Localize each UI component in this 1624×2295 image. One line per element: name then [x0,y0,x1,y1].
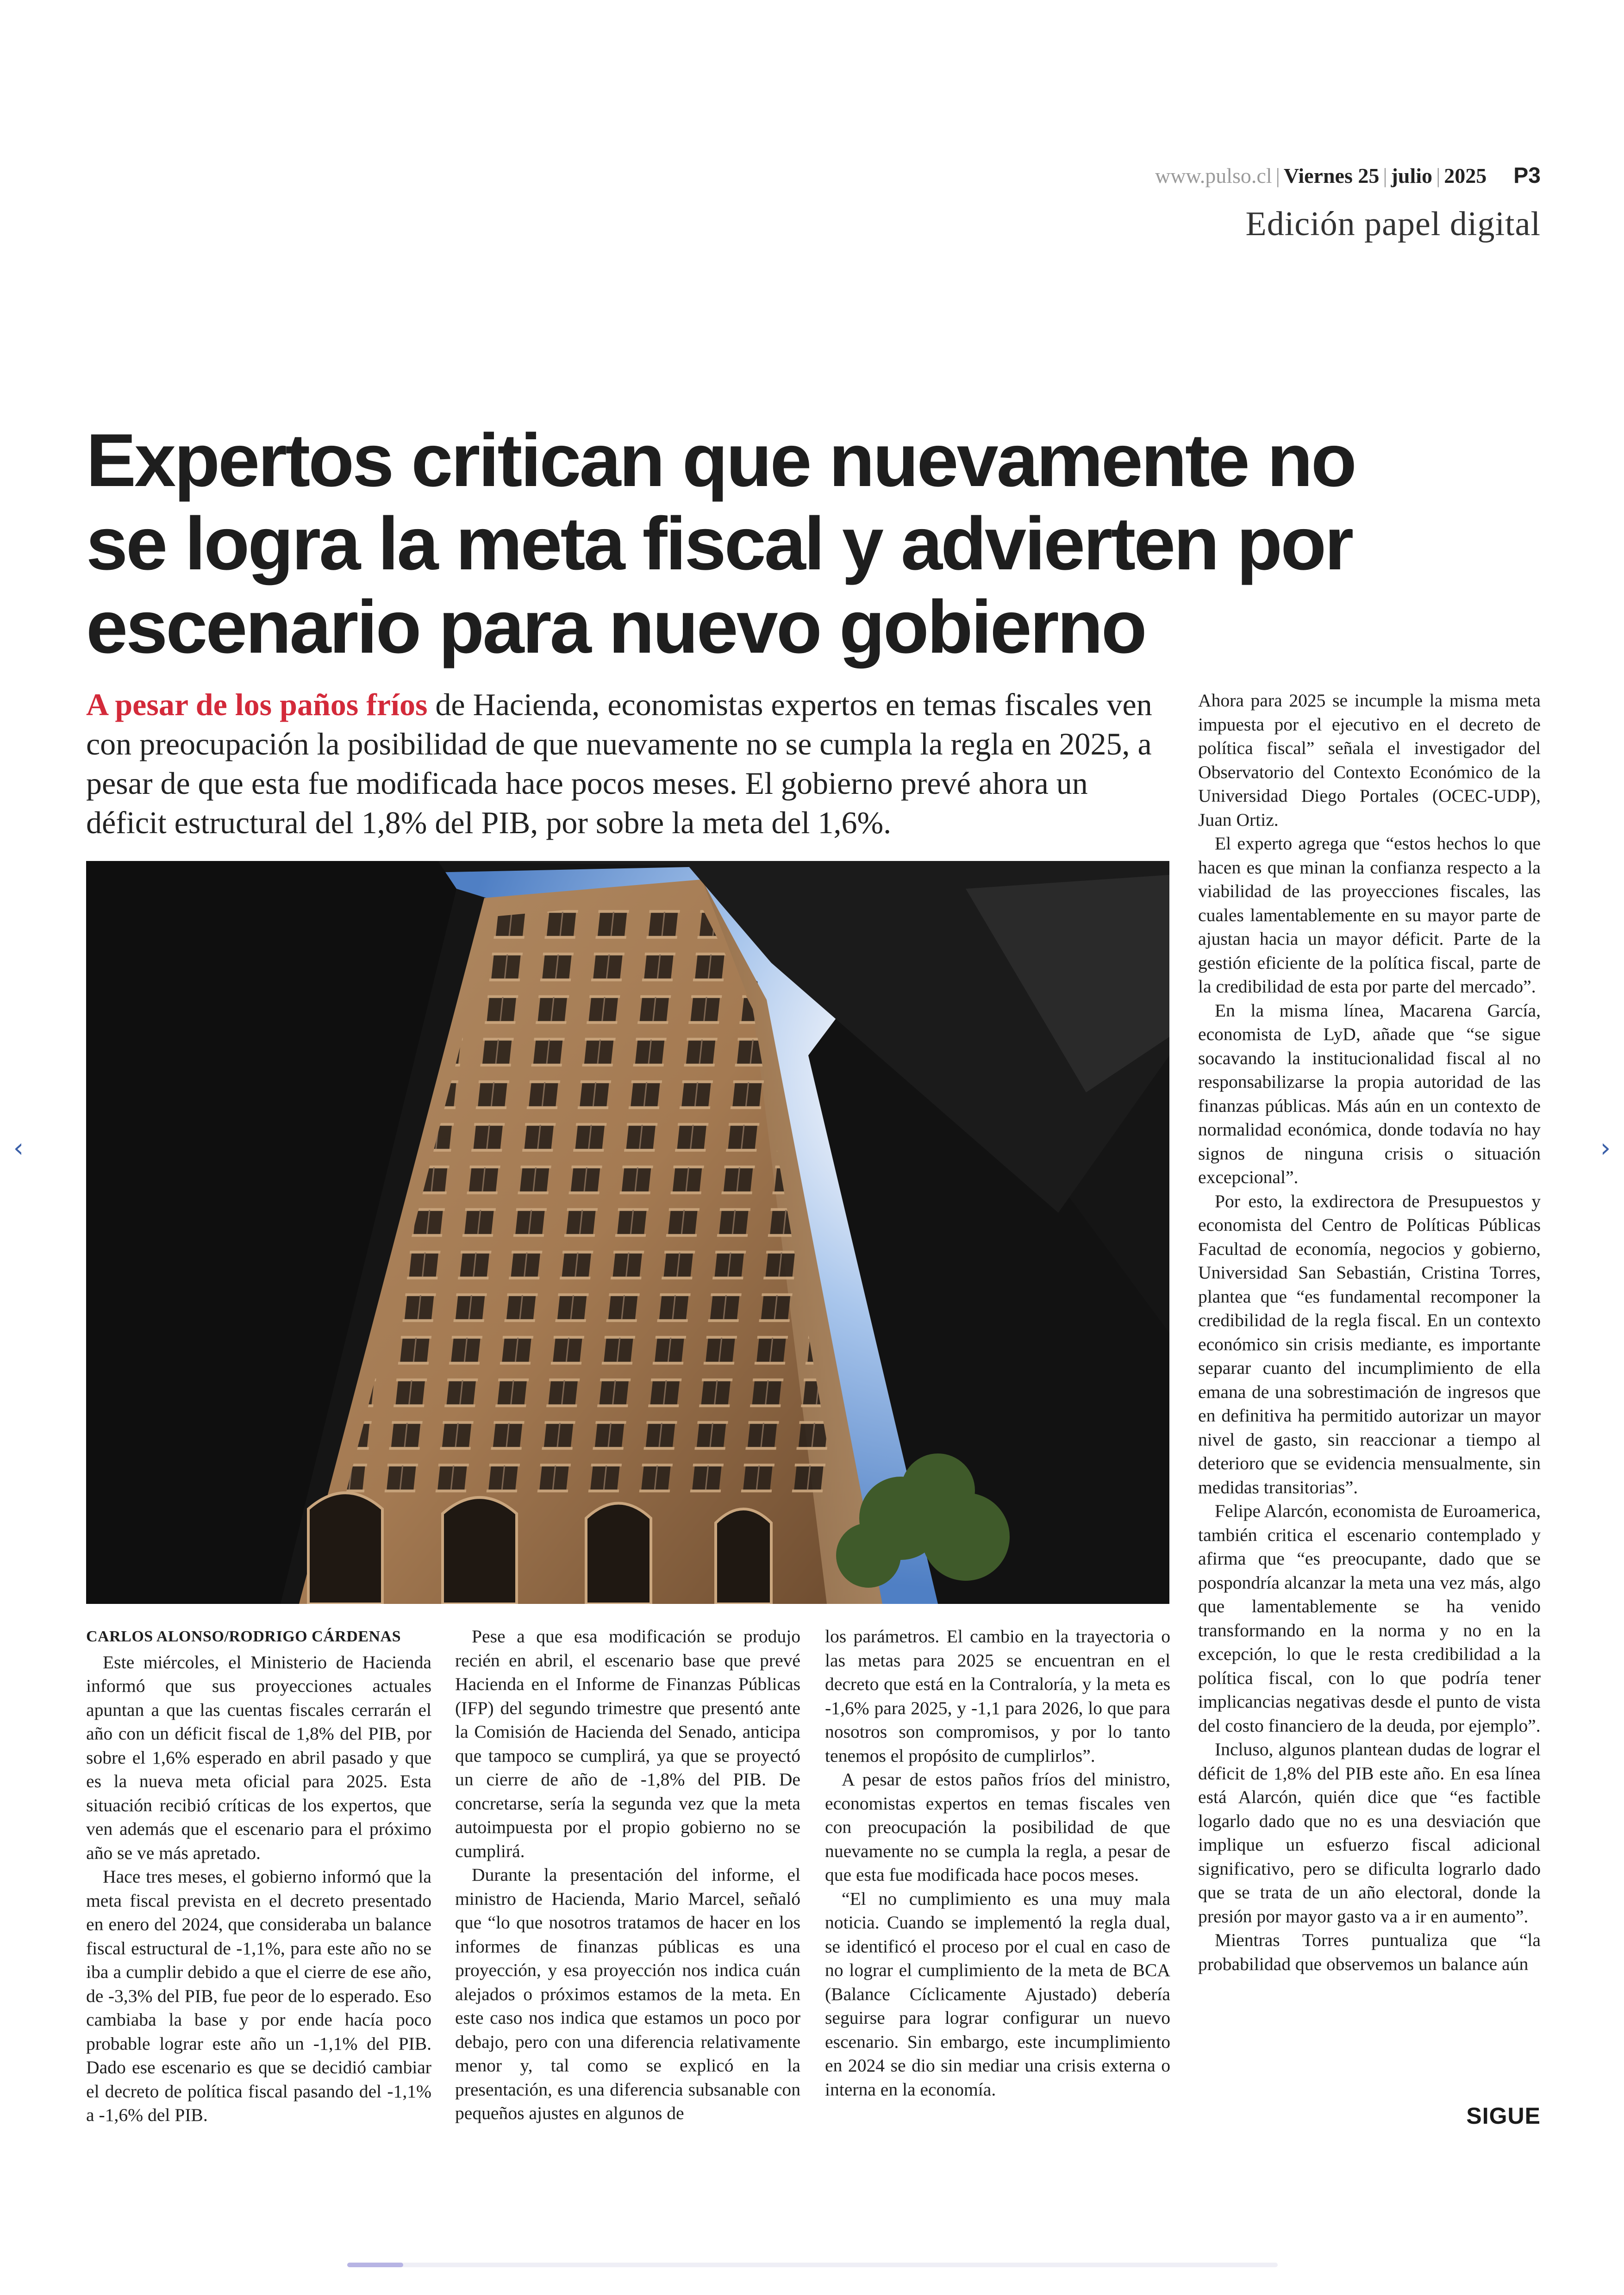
paragraph: “El no cumplimiento es una muy mala noticia. Cuando se implementó la regla dual, se identificó el proceso por el cual en caso de no lograr el cumplimiento de la meta de BCA (Balance Cíclicamente Ajustado) debería seguirse para lograr configurar un nuevo escenario. Sin embargo, este incumplimiento en 2024 se dio sin mediar una crisis externa o interna en la economía. [825,1888,1170,2100]
paragraph: Por esto, la exdirectora de Presupuestos y economista del Centro de Políticas Públicas Facultad de economía, negocios y gobierno, Universidad San Sebastián, Cristina Torres, plantea que “es fundamental recomponer la credibilidad de la regla fiscal. En un contexto económico sin crisis mediante, es importante separar cuanto del incumplimiento de ella emana de una sobrestimación de ingresos que en definitiva ha permitido autorizar un mayor nivel de gasto, sin reaccionar a tiempo al deterioro que se evidencia mensualmente, sin medidas transitorias”. [1198,1191,1541,1497]
paragraph: Mientras Torres puntualiza que “la probabilidad que observemos un balance aún [1198,1930,1541,1974]
paragraph: Durante la presentación del informe, el ministro de Hacienda, Mario Marcel, señaló que “lo que nosotros tratamos de hacer en los informes de finanzas públicas es una proyección, y esa proyección nos indica cuán alejados o próximos estamos de la meta. En este caso nos indica que estamos un poco por debajo, pero con una diferencia relativamente menor y, tal como se explicó en la presentación, es una diferencia subsanable con pequeños ajustes en algunos de [455,1865,800,2123]
date-month: julio [1391,164,1433,187]
chevron-right-icon: › [1600,1133,1611,1163]
article-column-2 [455,1625,800,2126]
headline-line-3: escenario para nuevo gobierno [86,585,1145,669]
paragraph: Felipe Alarcón, economista de Euroamerica, también critica el escenario contemplado y afirma que “es preocupante, dado que se pospondría alcanzar la meta una vez más, algo que lamentablemente se ha venido transformando en la norma y no en la excepción, lo que le resta credibilidad a la política fiscal, con lo que podría tener implicancias negativas desde el punto de vista del costo financiero de la deuda, por ejemplo”. [1198,1501,1541,1736]
lead-highlight: A pesar de los paños fríos [86,687,428,722]
chevron-left-icon: ‹ [13,1133,24,1163]
site-url: www.pulso.cl [1155,164,1272,187]
headline-line-2: se logra la meta fiscal y advierten por [86,502,1352,586]
paragraph: En la misma línea, Macarena García, economista de LyD, añade que “se sigue socavando la institucionalidad fiscal al no responsabilizarse la propia autoridad de las finanzas públicas. Más aún en un contexto de normalidad económica, donde todavía no hay signos de ninguna crisis o situación excepcional”. [1198,1000,1541,1187]
headline-line-1: Expertos critican que nuevamente no [86,418,1355,502]
continue-label: SIGUE [1466,2103,1541,2129]
building-photo-illustration [86,861,1169,1604]
article-column-3 [825,1625,1170,2102]
page-progress-track[interactable] [347,2263,1278,2267]
page-number: P3 [1513,163,1541,188]
article-headline [86,419,1410,669]
paragraph: Hace tres meses, el gobierno informó que la meta fiscal prevista en el decreto presentado en enero del 2024, que consideraba un balance fiscal estructural de -1,1%, para este año no se iba a cumplir debido a que el cierre de ese año, de -3,3% del PIB, fue peor de lo esperado. Eso cambiaba la base y por ende hacía poco probable lograr este año un -1,1% del PIB. Dado ese escenario es que se decidió cambiar el decreto de política fiscal pasando del -1,1% a -1,6% del PIB. [86,1866,431,2125]
paragraph: los parámetros. El cambio en la trayectoria o las metas para 2025 se encuentran en el decreto que está en la Contraloría, y la meta es -1,6% para 2025, y -1,1 para 2026, lo que para nosotros son compromisos, y por lo tanto tenemos el propósito de cumplirlos”. [825,1626,1170,1766]
paragraph: Pese a que esa modificación se produjo recién en abril, el escenario base que prevé Hacienda en el Informe de Finanzas Públicas (IFP) del segundo trimestre que presentó ante la Comisión de Hacienda del Senado, anticipa que tampoco se cumplirá, ya que se proyectó un cierre de año de -1,8% del PIB. De concretarse, sería la segunda vez que la meta autoimpuesta por el propio gobierno no se cumplirá. [455,1626,800,1861]
lead-text: de Hacienda, economistas expertos en temas fiscales ven con preocupación la posibilidad de que nuevamente no se cumpla la regla en 2025, a pesar de que esta fue modificada hace pocos meses. El gobierno prevé ahora un déficit estructural del 1,8% del PIB, por sobre la meta del 1,6%. [86,687,1152,840]
article-photo [86,861,1169,1604]
paragraph: Ahora para 2025 se incumple la misma meta impuesta por el ejecutivo en el decreto de política fiscal” señala el investigador del Observatorio del Contexto Económico de la Universidad Diego Portales (OCEC-UDP), Juan Ortiz. [1198,690,1541,830]
edition-label: Edición papel digital [1245,205,1541,243]
paragraph: Este miércoles, el Ministerio de Hacienda informó que sus proyecciones actuales apuntan a que las cuentas fiscales cerrarán el año con un déficit fiscal de 1,8% del PIB, por sobre el 1,6% esperado en abril pasado y que es la nueva meta oficial para 2025. Esta situación recibió críticas de los expertos, que ven además que el escenario para el próximo año se ve más apretado. [86,1652,431,1863]
byline: CARLOS ALONSO/RODRIGO CÁRDENAS [86,1628,401,1645]
previous-page-button[interactable] [5,1129,32,1166]
date-year: 2025 [1444,164,1487,187]
article-column-1 [86,1625,431,2127]
page-header-dateline: www.pulso.cl | Viernes 25 | julio | 2025 P3 [1155,163,1541,188]
paragraph: Incluso, algunos plantean dudas de lograr el déficit de 1,8% del PIB este año. En esa línea está Alarcón, quién dice que “es factible logarlo dado que no es una desviación que implique un esfuerzo fiscal adicional significativo, pero se dificulta lograrlo dado que se trata de un año electoral, donde la presión por mayor gasto va a ir en aumento”. [1198,1739,1541,1927]
paragraph: A pesar de estos paños fríos del ministro, economistas expertos en temas fiscales ven con preocupación la posibilidad de que nuevamente no se cumpla la regla, a pesar de que esta fue modificada hace pocos meses. [825,1769,1170,1885]
article-column-4 [1198,689,1541,1976]
article-lead [86,685,1169,842]
page-progress-fill [347,2263,403,2267]
paragraph: El experto agrega que “estos hechos lo que hacen es que minan la confianza respecto a la viabilidad de las proyecciones fiscales, las cuales lamentablemente en su mayor parte de ajustan hacia un mayor déficit. Parte de la gestión eficiente de la política fiscal, parte de la credibilidad de esta por parte del mercado”. [1198,833,1541,997]
date-day: Viernes 25 [1283,164,1380,187]
next-page-button[interactable] [1592,1129,1619,1166]
